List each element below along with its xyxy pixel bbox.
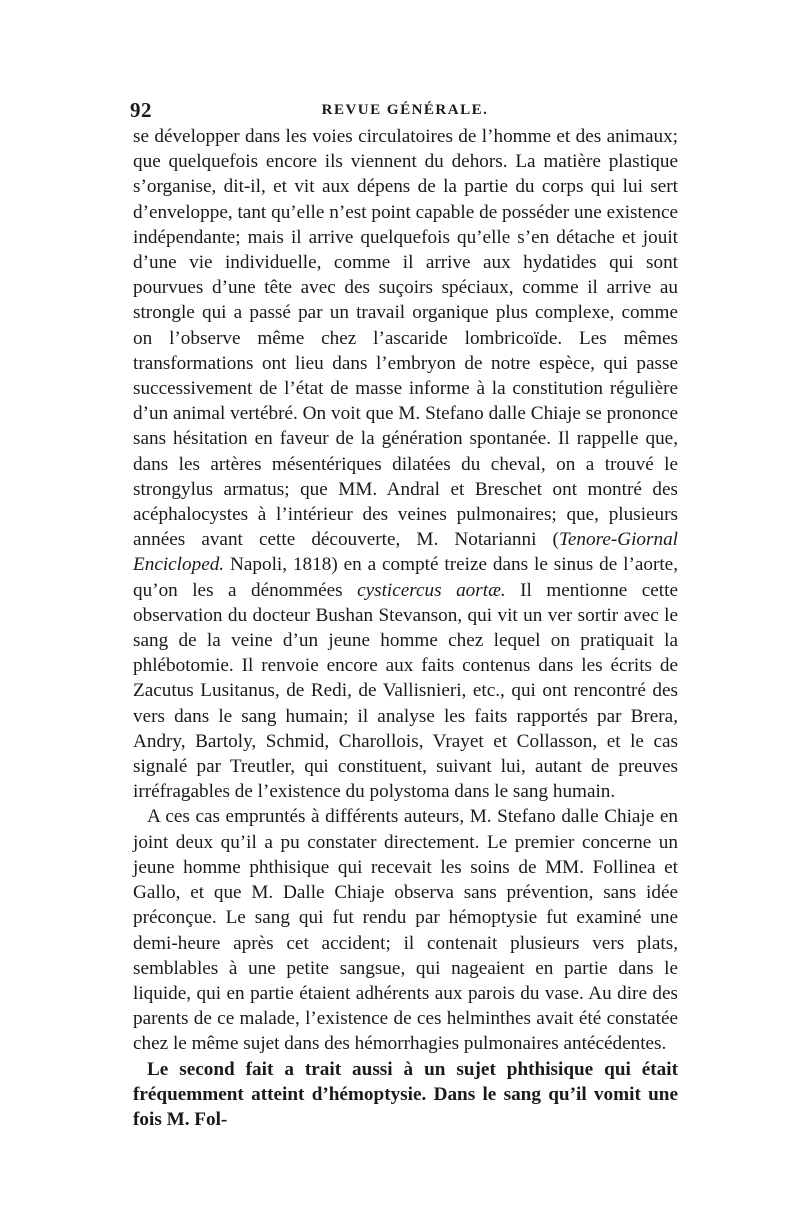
italic-species-name: cysticercus aortæ. (357, 579, 506, 601)
text-run: se développer dans les voies circulatoires de l’homme et des animaux; que quelquefois encore ils viennent du dehors. La matière plastique s’organise, dit-il, et vit aux dépens de la partie du corps qui lui sert d’enveloppe, tant qu’elle n’est point capable de posséder une existence indépendante; mais il arrive quelquefois qu’elle s’en détache et jouit d’une vie individuelle, comme il arrive aux hydatides qui sont pourvues d’une tête avec des suçoirs spéciaux, comme il arrive au strongle qui a passé par un travail organique plus complexe, comme on l’observe même chez l’ascaride lombricoïde. Les mêmes transformations ont lieu dans l’embryon de notre espèce, qui passe successivement de l’état de masse informe à la constitution régulière d’un animal vertébré. On voit que M. Stefano dalle Chiaje se prononce sans hésitation en faveur de la génération spontanée. Il rappelle que, dans les artères mésentériques dilatées du cheval, on a trouvé le strongylus armatus; que MM. Andral et Breschet ont montré des acéphalocystes à l’intérieur des veines pulmonaires; que, plusieurs années avant cette découverte, M. Notarianni ( (133, 126, 678, 551)
running-title: REVUE GÉNÉRALE. (321, 102, 489, 118)
body-text (133, 124, 678, 1132)
text-run: Napoli, 1818) en a compté treize dans le sinus de l’aorte, qu’on les a dénommées (133, 554, 678, 601)
page-number: 92 (130, 98, 152, 122)
running-head (130, 98, 680, 122)
text-run: Le second fait a trait aussi à un sujet phthisique qui était fréquemment atteint d’hémoptysie. Dans le sang qu’il vomit une fois M. Fol- (133, 1058, 678, 1130)
text-run: A ces cas empruntés à différents auteurs, M. Stefano dalle Chiaje en joint deux qu’il a pu constater directement. Le premier concerne un jeune homme phthisique qui recevait les soins de MM. Follinea et Gallo, et que M. Dalle Chiaje observa sans prévention, sans idée préconçue. Le sang qui fut rendu par hémoptysie fut examiné une demi-heure après cet accident; il contenait plusieurs vers plats, semblables à une petite sangsue, qui nageaient en partie dans le liquide, qui en partie étaient adhérents aux parois du vase. Au dire des parents de ce malade, l’existence de ces helminthes avait été constatée chez le même sujet dans des hémorrhagies pulmonaires antécédentes. (133, 806, 678, 1055)
paragraph-1 (133, 124, 678, 804)
paragraph-3 (133, 1057, 678, 1133)
text-run: Il mentionne cette observation du docteur Bushan Stevanson, qui vit un ver sortir avec le sang de la veine d’un jeune homme chez lequel on pratiquait la phlébotomie. Il renvoie encore aux faits contenus dans les écrits de Zacutus Lusitanus, de Redi, de Vallisnieri, etc., qui ont rencontré des vers dans le sang humain; il analyse les faits rapportés par Brera, Andry, Bartoly, Schmid, Charollois, Vrayet et Collasson, et le cas signalé par Treutler, qui constituent, suivant lui, autant de preuves irréfragables de l’existence du polystoma dans le sang humain. (133, 579, 678, 803)
paragraph-2 (133, 804, 678, 1056)
italic-citation: Tenore-Giornal Encicloped. (133, 529, 678, 576)
